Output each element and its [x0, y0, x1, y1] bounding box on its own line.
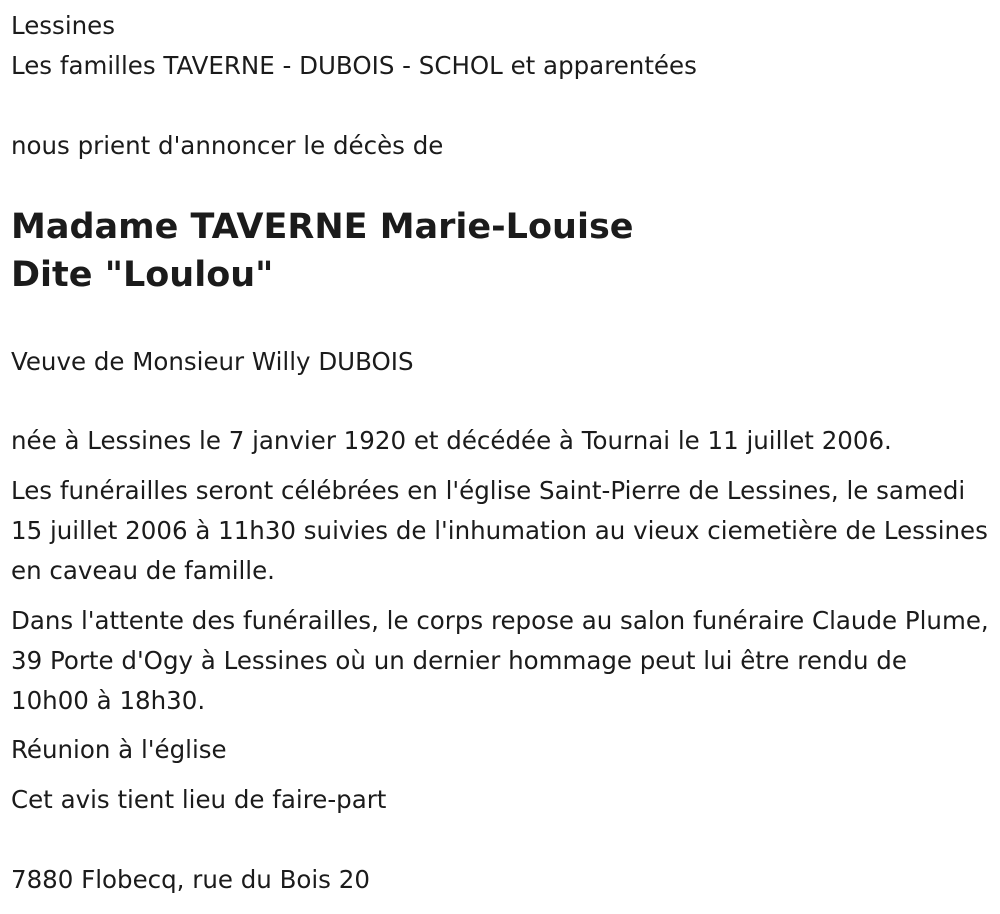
funeral-paragraph: Les funérailles seront célébrées en l'église Saint-Pierre de Lessines, le samedi 15 juillet 2006 à 11h30 suivies de l'inhumation au vieux ciemetière de Lessines en caveau de famille. — [11, 476, 988, 585]
announcement-line: nous prient d'annoncer le décès de — [11, 131, 444, 160]
deceased-name: Madame TAVERNE Marie-Louise — [11, 207, 634, 247]
families-line: Les familles TAVERNE - DUBOIS - SCHOL et apparentées — [11, 51, 697, 80]
widow-line: Veuve de Monsieur Willy DUBOIS — [11, 347, 414, 376]
birth-death-line: née à Lessines le 7 janvier 1920 et décédée à Tournai le 11 juillet 2006. — [11, 426, 892, 455]
meeting-line: Réunion à l'église — [11, 735, 227, 764]
wake-paragraph: Dans l'attente des funérailles, le corps repose au salon funéraire Claude Plume, 39 Porte d'Ogy à Lessines où un dernier hommage peut lui être rendu de 10h00 à 18h30. — [11, 606, 989, 715]
notice-line: Cet avis tient lieu de faire-part — [11, 785, 387, 814]
address-line: 7880 Flobecq, rue du Bois 20 — [11, 865, 370, 894]
deceased-nickname: Dite "Loulou" — [11, 255, 274, 295]
city-heading: Lessines — [11, 11, 115, 40]
